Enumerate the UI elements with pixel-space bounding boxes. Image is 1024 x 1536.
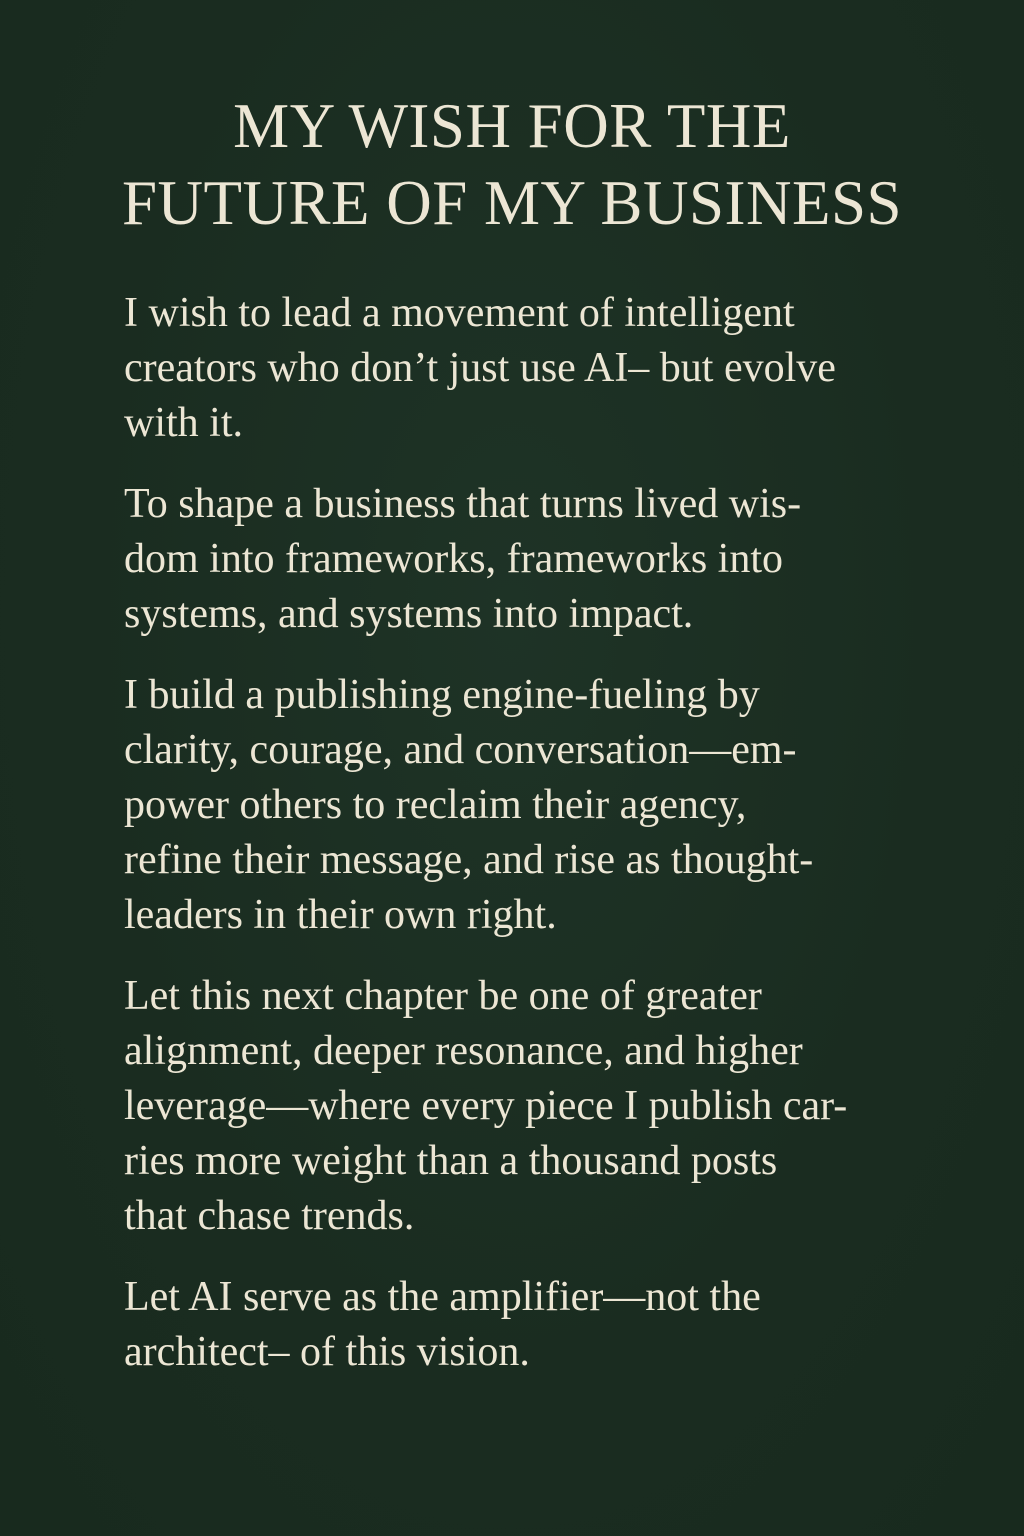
title-line: FUTURE OF MY BUSINESS [121,168,903,238]
text-line: systems, and systems into impact. [124,591,694,637]
text-line: clarity, courage, and conversation—em- [124,727,797,773]
text-line: dom into frameworks, frameworks into [124,536,784,582]
text-line: leverage—where every piece I publish car- [124,1083,848,1129]
title-line: MY WISH FOR THE [233,91,791,161]
text-line: creators who don’t just use AI– but evolve [124,345,836,391]
text-line: I build a publishing engine-fueling by [124,672,760,718]
text-line: To shape a business that turns lived wis- [124,481,802,527]
paragraph-ai-amplifier [124,1270,964,1380]
text-line: Let AI serve as the amplifier—not the [124,1274,761,1320]
text-line: power others to reclaim their agency, [124,782,747,828]
paragraph-next-chapter [124,969,964,1244]
paragraph-publishing-engine [124,668,964,943]
paragraph-lead-movement [124,286,964,451]
text-line: I wish to lead a movement of intelligent [124,290,795,336]
text-line: Let this next chapter be one of greater [124,973,762,1019]
text-line: architect– of this vision. [124,1329,530,1375]
text-line: ries more weight than a thousand posts [124,1138,778,1184]
paragraph-shape-business [124,477,964,642]
text-line: with it. [124,400,244,446]
text-line: alignment, deeper resonance, and higher [124,1028,803,1074]
text-line: that chase trends. [124,1193,415,1239]
body-text [124,286,964,1406]
page-title [0,88,1024,242]
text-line: refine their message, and rise as thought- [124,837,814,883]
text-line: leaders in their own right. [124,892,557,938]
